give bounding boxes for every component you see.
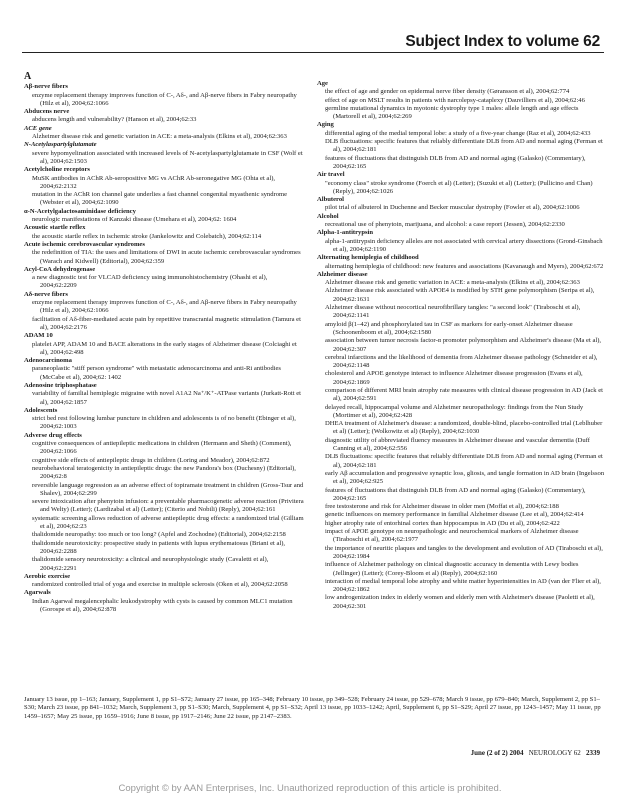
index-entry: enzyme replacement therapy improves function of C-, Aδ-, and Aβ-nerve fibers in Fabry neuropathy (Hilz et al), 2004;62:1066 bbox=[32, 299, 297, 315]
page-footer bbox=[471, 749, 600, 757]
index-entry: germline mutational dynamics in myotonic dystrophy type 1 males: allele length and age effects (Martorell et al), 2004;62:269 bbox=[325, 104, 579, 121]
index-entry: randomized controlled trial of yoga and exercise in multiple sclerosis (Oken et al), 2004;62:2058 bbox=[32, 581, 288, 589]
index-heading: Acoustic startle reflex bbox=[24, 224, 86, 232]
issue-list: January 13 issue, pp 1–163; January, Supplement 1, pp S1–S72; January 27 issue, pp 165–348; February 10 issue, pp 349–528; February 24 issue, pp 529–678; March 9 issue, pp 679–840; March, Supplement 2, pp S1–S30; March 23 issue, pp 841–1032; March, Supplement 3, pp S1–S30; March, Supplement 4, pp S1–S32; April 13 issue, pp 1033–1242; April, Supplement 6, pp S1–S29; April 27 issue, pp 1243–1457; May 11 issue, pp 1459–1657; May 25 issue, pp 1659–1916; June 8 issue, pp 1917–2146; June 22 issue, pp 2147–2383. bbox=[24, 696, 601, 720]
index-entry: MuSK antibodies in AChR Ab-seropositive MG vs AChR Ab-seronegative MG (Ohta et al), 2004;62:2132 bbox=[32, 174, 276, 190]
index-heading: Aerobic exercise bbox=[24, 572, 71, 580]
index-entry: comparison of different MRI brain atrophy rate measures with clinical disease progression in AD (Jack et al), 2004;62:591 bbox=[325, 386, 604, 403]
index-entry: enzyme replacement therapy improves function of C-, Aδ-, and Aβ-nerve fibers in Fabry neuropathy (Hilz et al), 2004;62:1066 bbox=[32, 91, 297, 107]
index-entry: cerebral infarctions and the likelihood of dementia from Alzheimer disease pathology (Schneider et al), 2004;62:1148 bbox=[325, 353, 598, 370]
index-entry: Alzheimer disease risk associated with APOE4 is modified by STH gene polymorphism (Seripa et al), 2004;62:1631 bbox=[325, 287, 595, 303]
index-heading: Agarwals bbox=[24, 589, 51, 597]
index-heading: α-N-Acetylgalactosaminidase deficiency bbox=[24, 207, 136, 215]
index-entry: strict bed rest following lumbar puncture in children and adolescents is of no benefit (Ebinger et al), 2004;62:1003 bbox=[32, 415, 296, 431]
index-entry: association between tumor necrosis factor-α promoter polymorphism and Alzheimer's disease (Ma et al), 2004;62:307 bbox=[325, 337, 602, 353]
index-entry: abducens length and vulnerability? (Hanson et al), 2004;62:33 bbox=[32, 116, 197, 124]
index-entry: low androgenization index in elderly women and elderly men with Alzheimer's disease (Paoletti et al), 2004;62:301 bbox=[325, 594, 595, 610]
index-entry: the importance of neuritic plaques and tangles to the development and evolution of AD (Tiraboschi et al), 2004;62:1984 bbox=[325, 544, 603, 560]
journal-name: NEUROLOGY 62 bbox=[528, 749, 581, 757]
index-entry: paraneoplastic "stiff person syndrome" with metastatic adenocarcinoma and anti-Ri antibodies (McCabe et al), 2004;62: 1402 bbox=[32, 365, 281, 381]
index-entry: thalidomide sensory neurotoxicity: a clinical and neurophysiologic study (Cavaletti et al), 2004;62:2291 bbox=[32, 556, 269, 572]
index-entry: systematic screening allows reduction of adverse antiepileptic drug effects: a randomized trial (Gilliam et al), 2004;62:23 bbox=[32, 514, 304, 531]
index-entry: severe intoxication after phenytoin infusion: a preventable pharmacogenetic adverse reaction (Privitera and Welty) (Letter); (Lardizabal et al) (Letter); (Citerio and Nobili) (Reply), 2004;62:161 bbox=[32, 498, 304, 514]
index-heading: Acetylcholine receptors bbox=[24, 166, 90, 174]
index-heading: Adverse drug effects bbox=[24, 431, 82, 439]
index-entry: genetic influences on memory performance in familial Alzheimer disease (Lee et al), 2004;62:414 bbox=[325, 511, 584, 519]
index-heading: Adenocarcinoma bbox=[24, 357, 72, 365]
index-entry: DLB fluctuations: specific features that reliably differentiate DLB from AD and normal aging (Ferman et al), 2004;62:181 bbox=[325, 138, 603, 154]
index-entry: amyloid β(1–42) and phosphorylated tau in CSF as markers for early-onset Alzheimer disease (Schoonenboom et al), 2004;62:1580 bbox=[325, 320, 573, 336]
index-entry: Alzheimer disease risk and genetic variation in ACE: a meta-analysis (Elkins et al), 2004;62:363 bbox=[325, 279, 580, 287]
index-entry: features of fluctuations that distinguish DLB from AD and normal aging (Galasko) (Commentary), 2004;62:165 bbox=[325, 154, 586, 170]
index-entry: platelet APP, ADAM 10 and BACE alterations in the early stages of Alzheimer disease (Colciaghi et al), 2004;62:498 bbox=[32, 340, 297, 356]
index-entry: neurologic manifestations of Kanzaki disease (Umehara et al), 2004;62: 1604 bbox=[32, 216, 237, 224]
index-heading: Alzheimer disease bbox=[317, 270, 368, 278]
index-entry: Alzheimer disease risk and genetic variation in ACE: a meta-analysis (Elkins et al), 2004;62:363 bbox=[32, 133, 287, 141]
index-heading: Abducens nerve bbox=[24, 108, 70, 116]
index-entry: influence of Alzheimer pathology on clinical diagnostic accuracy in dementia with Lewy bodies (Jellinger) (Letter); (Corey-Bloom et al) (Reply), 2004;62:160 bbox=[325, 561, 579, 577]
index-entry: alpha-1-antitrypsin deficiency alleles are not associated with cervical artery dissections (Grond-Ginsbach et al), 2004;62:1190 bbox=[325, 237, 603, 253]
index-entry: recreational use of phenytoin, marijuana, and alcohol: a case report (Jessen), 2004;62:2330 bbox=[325, 221, 565, 229]
index-entry: impact of APOE genotype on neuropathologic and neurochemical markers of Alzheimer disease (Tiraboschi et al), 2004;62:1977 bbox=[325, 528, 579, 544]
index-entry: higher atrophy rate of entorhinal cortex than hippocampus in AD (Du et al), 2004;62:422 bbox=[325, 519, 560, 527]
index-heading: Age bbox=[317, 80, 328, 87]
index-entry: diagnostic utility of abbreviated fluency measures in Alzheimer disease and vascular dementia (Duff Canning et al), 2004;62:556 bbox=[325, 436, 591, 453]
index-entry: free testosterone and risk for Alzheimer disease in older men (Moffat et al), 2004;62:188 bbox=[325, 503, 559, 511]
index-entry: Indian Agarwal megalencephalic leukodystrophy with cysts is caused by common MLC1 mutation (Gorospe et al), 2004;62:878 bbox=[32, 597, 293, 613]
index-entry: alternating hemiplegia of childhood: new features and associations (Kavanaugh and Myers), 2004;62:672 bbox=[325, 262, 604, 270]
index-entry: variability of familial hemiplegic migraine with novel A1A2 Na⁺/K⁺-ATPase variants (Jurkatt-Rott et al), 2004;62:1857 bbox=[32, 390, 301, 406]
page-title: Subject Index to volume 62 bbox=[405, 33, 600, 50]
index-entry: thalidomide neurotoxicity: prospective study in patients with lupus erythematosus (Briani et al), 2004;62:2288 bbox=[32, 539, 286, 555]
index-heading: Aging bbox=[317, 121, 334, 129]
index-entry: early Aβ accumulation and progressive synaptic loss, gliosis, and tangle formation in AD brain (Ingelsson et al), 2004;62:925 bbox=[325, 469, 605, 486]
index-entry: effect of age on MSLT results in patients with narcolepsy-cataplexy (Dauvilliers et al), 2004;62:46 bbox=[325, 96, 585, 104]
index-entry: the redefinition of TIA: the uses and limitations of DWI in acute ischemic cerebrovascular syndromes (Warach and Kidwell) (Editorial), 2004;62:359 bbox=[32, 249, 301, 265]
index-entry: severe hypomyelination associated with increased levels of N-acetylaspartylglutamate in CSF (Wolf et al), 2004;62:1503 bbox=[32, 149, 303, 165]
left-column bbox=[24, 71, 304, 614]
index-heading: Adenosine triphosphatase bbox=[24, 381, 97, 389]
index-heading: Alternating hemiplegia of childhood bbox=[317, 254, 419, 262]
index-entry: thalidomide neuropathy: too much or too long? (Apfel and Zochodne) (Editorial), 2004;62:2158 bbox=[32, 531, 286, 539]
copyright-notice: Copyright © by AAN Enterprises, Inc. Unauthorized reproduction of this article is prohibited. bbox=[118, 783, 502, 794]
index-heading: Acyl-CoA dehydrogenase bbox=[24, 265, 96, 273]
index-heading: Alcohol bbox=[317, 212, 339, 220]
index-heading: ACE gene bbox=[24, 124, 52, 132]
index-entry: reversible language regression as an adverse effect of topiramate treatment in children (Gross-Tsur and Shalev), 2004;62:299 bbox=[32, 481, 304, 497]
index-entry: neurobehavioral teratogenicity in antiepileptic drugs: the new Pandora's box (Duchesny) (Editorial), 2004;62:8 bbox=[32, 464, 296, 481]
index-heading: N-Acetylaspartylglutamate bbox=[24, 141, 97, 149]
index-heading: ADAM 10 bbox=[24, 332, 53, 340]
section-letter: A bbox=[24, 71, 32, 82]
index-entry: delayed recall, hippocampal volume and Alzheimer neuropathology: findings from the Nun Study (Mortimer et al), 2004;62:428 bbox=[325, 403, 584, 419]
index-entry: features of fluctuations that distinguish DLB from AD and normal aging (Galasko) (Commentary), 2004;62:165 bbox=[325, 486, 586, 502]
issue-date: June (2 of 2) 2004 bbox=[470, 749, 524, 757]
index-entry: differential aging of the medial temporal lobe: a study of a five-year change (Raz et al), 2004;62:433 bbox=[325, 129, 591, 137]
index-heading: Acute ischemic cerebrovascular syndromes bbox=[24, 240, 145, 248]
right-column bbox=[317, 80, 607, 611]
header-rule bbox=[22, 52, 604, 53]
index-heading: Adolescents bbox=[24, 406, 58, 414]
index-heading: Alpha-1-antitrypsin bbox=[317, 229, 374, 237]
index-entry: cognitive side effects of antiepileptic drugs in children (Loring and Meador), 2004;62:872 bbox=[32, 456, 270, 464]
index-entry: interaction of medial temporal lobe atrophy and white matter hyperintensities in AD (van der Flier et al), 2004;62:1862 bbox=[325, 577, 601, 594]
index-entry: Alzheimer disease without neocortical neurofibrillary tangles: "a second look" (Tiraboschi et al), 2004;62:1141 bbox=[325, 304, 581, 320]
index-entry: "economy class" stroke syndrome (Foerch et al) (Letter); (Suzuki et al) (Letter); (Pullicino and Chan) (Reply), 2004;62:1026 bbox=[325, 179, 593, 195]
index-entry: DLB fluctuations: specific features that reliably differentiate DLB from AD and normal aging (Ferman et al), 2004;62:181 bbox=[325, 453, 603, 469]
page-number: 2339 bbox=[586, 749, 600, 757]
index-entry: the acoustic startle reflex in ischemic stroke (Jankelowitz and Colebatch), 2004;62:114 bbox=[32, 232, 262, 240]
index-entry: pilot trial of albuterol in Duchenne and Becker muscular dystrophy (Fowler et al), 2004;62:1006 bbox=[325, 204, 580, 212]
index-entry: DHEA treatment of Alzheimer's disease: a randomized, double-blind, placebo-controlled trial (Leblhuber et al) (Letter); (Wolkowitz et al) (Reply), 2004;62:1030 bbox=[325, 420, 603, 436]
index-entry: cholesterol and APOE genotype interact to influence Alzheimer disease progression (Evans et al), 2004;62:1869 bbox=[325, 370, 583, 386]
index-entry: a new diagnostic test for VLCAD deficiency using immunohistochemistry (Ohashi et al), 2004;62:2209 bbox=[32, 274, 268, 290]
index-heading: Air travel bbox=[317, 171, 345, 179]
index-entry: the effect of age and gender on epidermal nerve fiber density (Gøransson et al), 2004;62:774 bbox=[325, 88, 570, 96]
index-entry: facilitation of Aδ-fiber-mediated acute pain by repetitive transcranial magnetic stimulation (Tamura et al), 2004;62:2176 bbox=[32, 315, 301, 331]
index-entry: cognitive consequences of antiepileptic medications in children (Hermann and Sheth) (Comment), 2004;62:1066 bbox=[32, 440, 292, 456]
index-heading: Albuterol bbox=[317, 196, 344, 204]
index-entry: mutation in the AChR ion channel gate underlies a fast channel congenital myasthenic syndrome (Webster et al), 2004;62:1090 bbox=[32, 191, 288, 207]
index-heading: Aβ-nerve fibers bbox=[24, 83, 68, 91]
index-heading: Aδ-nerve fibers bbox=[24, 290, 68, 298]
